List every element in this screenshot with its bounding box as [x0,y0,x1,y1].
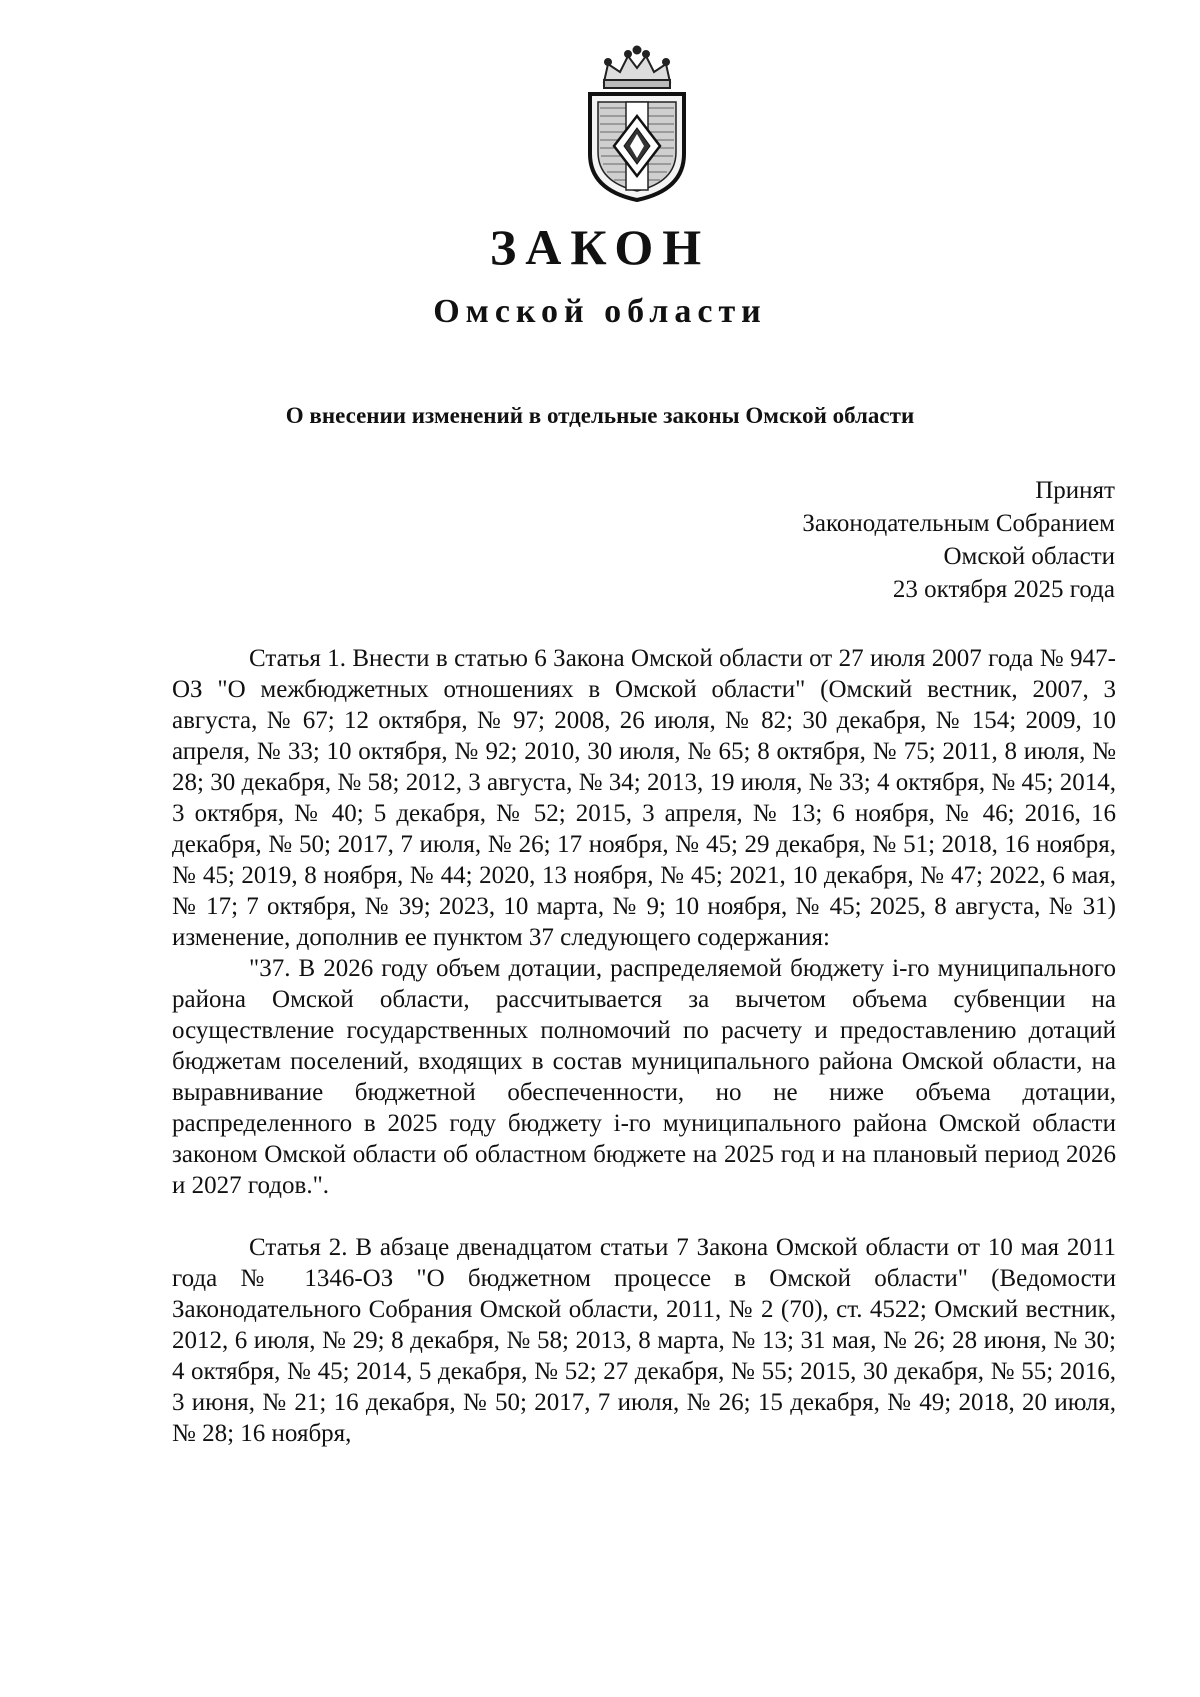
adoption-date: 23 октября 2025 года [892,576,1115,603]
adoption-line: Законодательным Собранием [802,510,1115,537]
adoption-line: Принят [1035,477,1115,504]
article-1-quoted-clause: "37. В 2026 году объем дотации, распределяемой бюджету i-го муниципального района Омской области, рассчитывается за вычетом объема субвенции на осуществление государственных полномочий по расчету и предоставлению дотаций бюджетам поселений, входящих в состав муниципального района Омской области, на выравнивание бюджетной обеспеченности, но не ниже объема дотации, распределенного в 2025 году бюджету i-го муниципального района Омской области законом Омской области об областном бюджете на 2025 год и на плановый период 2026 и 2027 годов.". [172,955,1116,1199]
omsk-oblast-coat-of-arms-icon [568,44,706,202]
document-body [172,643,1116,1449]
article-1-paragraph: Статья 1. Внести в статью 6 Закона Омской области от 27 июля 2007 года № 947-ОЗ "О межбюджетных отношениях в Омской области" (Омский вестник, 2007, 3 августа, № 67; 12 октября, № 97; 2008, 26 июля, № 82; 30 декабря, № 154; 2009, 10 апреля, № 33; 10 октября, № 92; 2010, 30 июля, № 65; 8 октября, № 75; 2011, 8 июля, № 28; 30 декабря, № 58; 2012, 3 августа, № 34; 2013, 19 июля, № 33; 4 октября, № 45; 2014, 3 октября, № 40; 5 декабря, № 52; 2015, 3 апреля, № 13; 6 ноября, № 46; 2016, 16 декабря, № 50; 2017, 7 июля, № 26; 17 ноября, № 45; 29 декабря, № 51; 2018, 16 ноября, № 45; 2019, 8 ноября, № 44; 2020, 13 ноября, № 45; 2021, 10 декабря, № 47; 2022, 6 мая, № 17; 7 октября, № 39; 2023, 10 марта, № 9; 10 ноября, № 45; 2025, 8 августа, № 31) изменение, дополнив ее пунктом 37 следующего содержания: [172,645,1116,951]
document-title: ЗАКОН [489,219,711,275]
adoption-line: Омской области [943,543,1115,570]
document-subtitle: Омской области [433,293,767,330]
adoption-block [802,474,1115,606]
document-heading: О внесении изменений в отдельные законы Омской области [285,403,915,428]
article-2-paragraph: Статья 2. В абзаце двенадцатом статьи 7 Закона Омской области от 10 мая 2011 года № 1346-ОЗ "О бюджетном процессе в Омской области" (Ведомости Законодательного Собрания Омской области, 2011, № 2 (70), ст. 4522; Омский вестник, 2012, 6 июля, № 29; 8 декабря, № 58; 2013, 8 марта, № 13; 31 мая, № 26; 28 июня, № 30; 4 октября, № 45; 2014, 5 декабря, № 52; 27 декабря, № 55; 2015, 30 декабря, № 55; 2016, 3 июня, № 21; 16 декабря, № 50; 2017, 7 июля, № 26; 15 декабря, № 49; 2018, 20 июля, № 28; 16 ноября, [172,1234,1116,1447]
